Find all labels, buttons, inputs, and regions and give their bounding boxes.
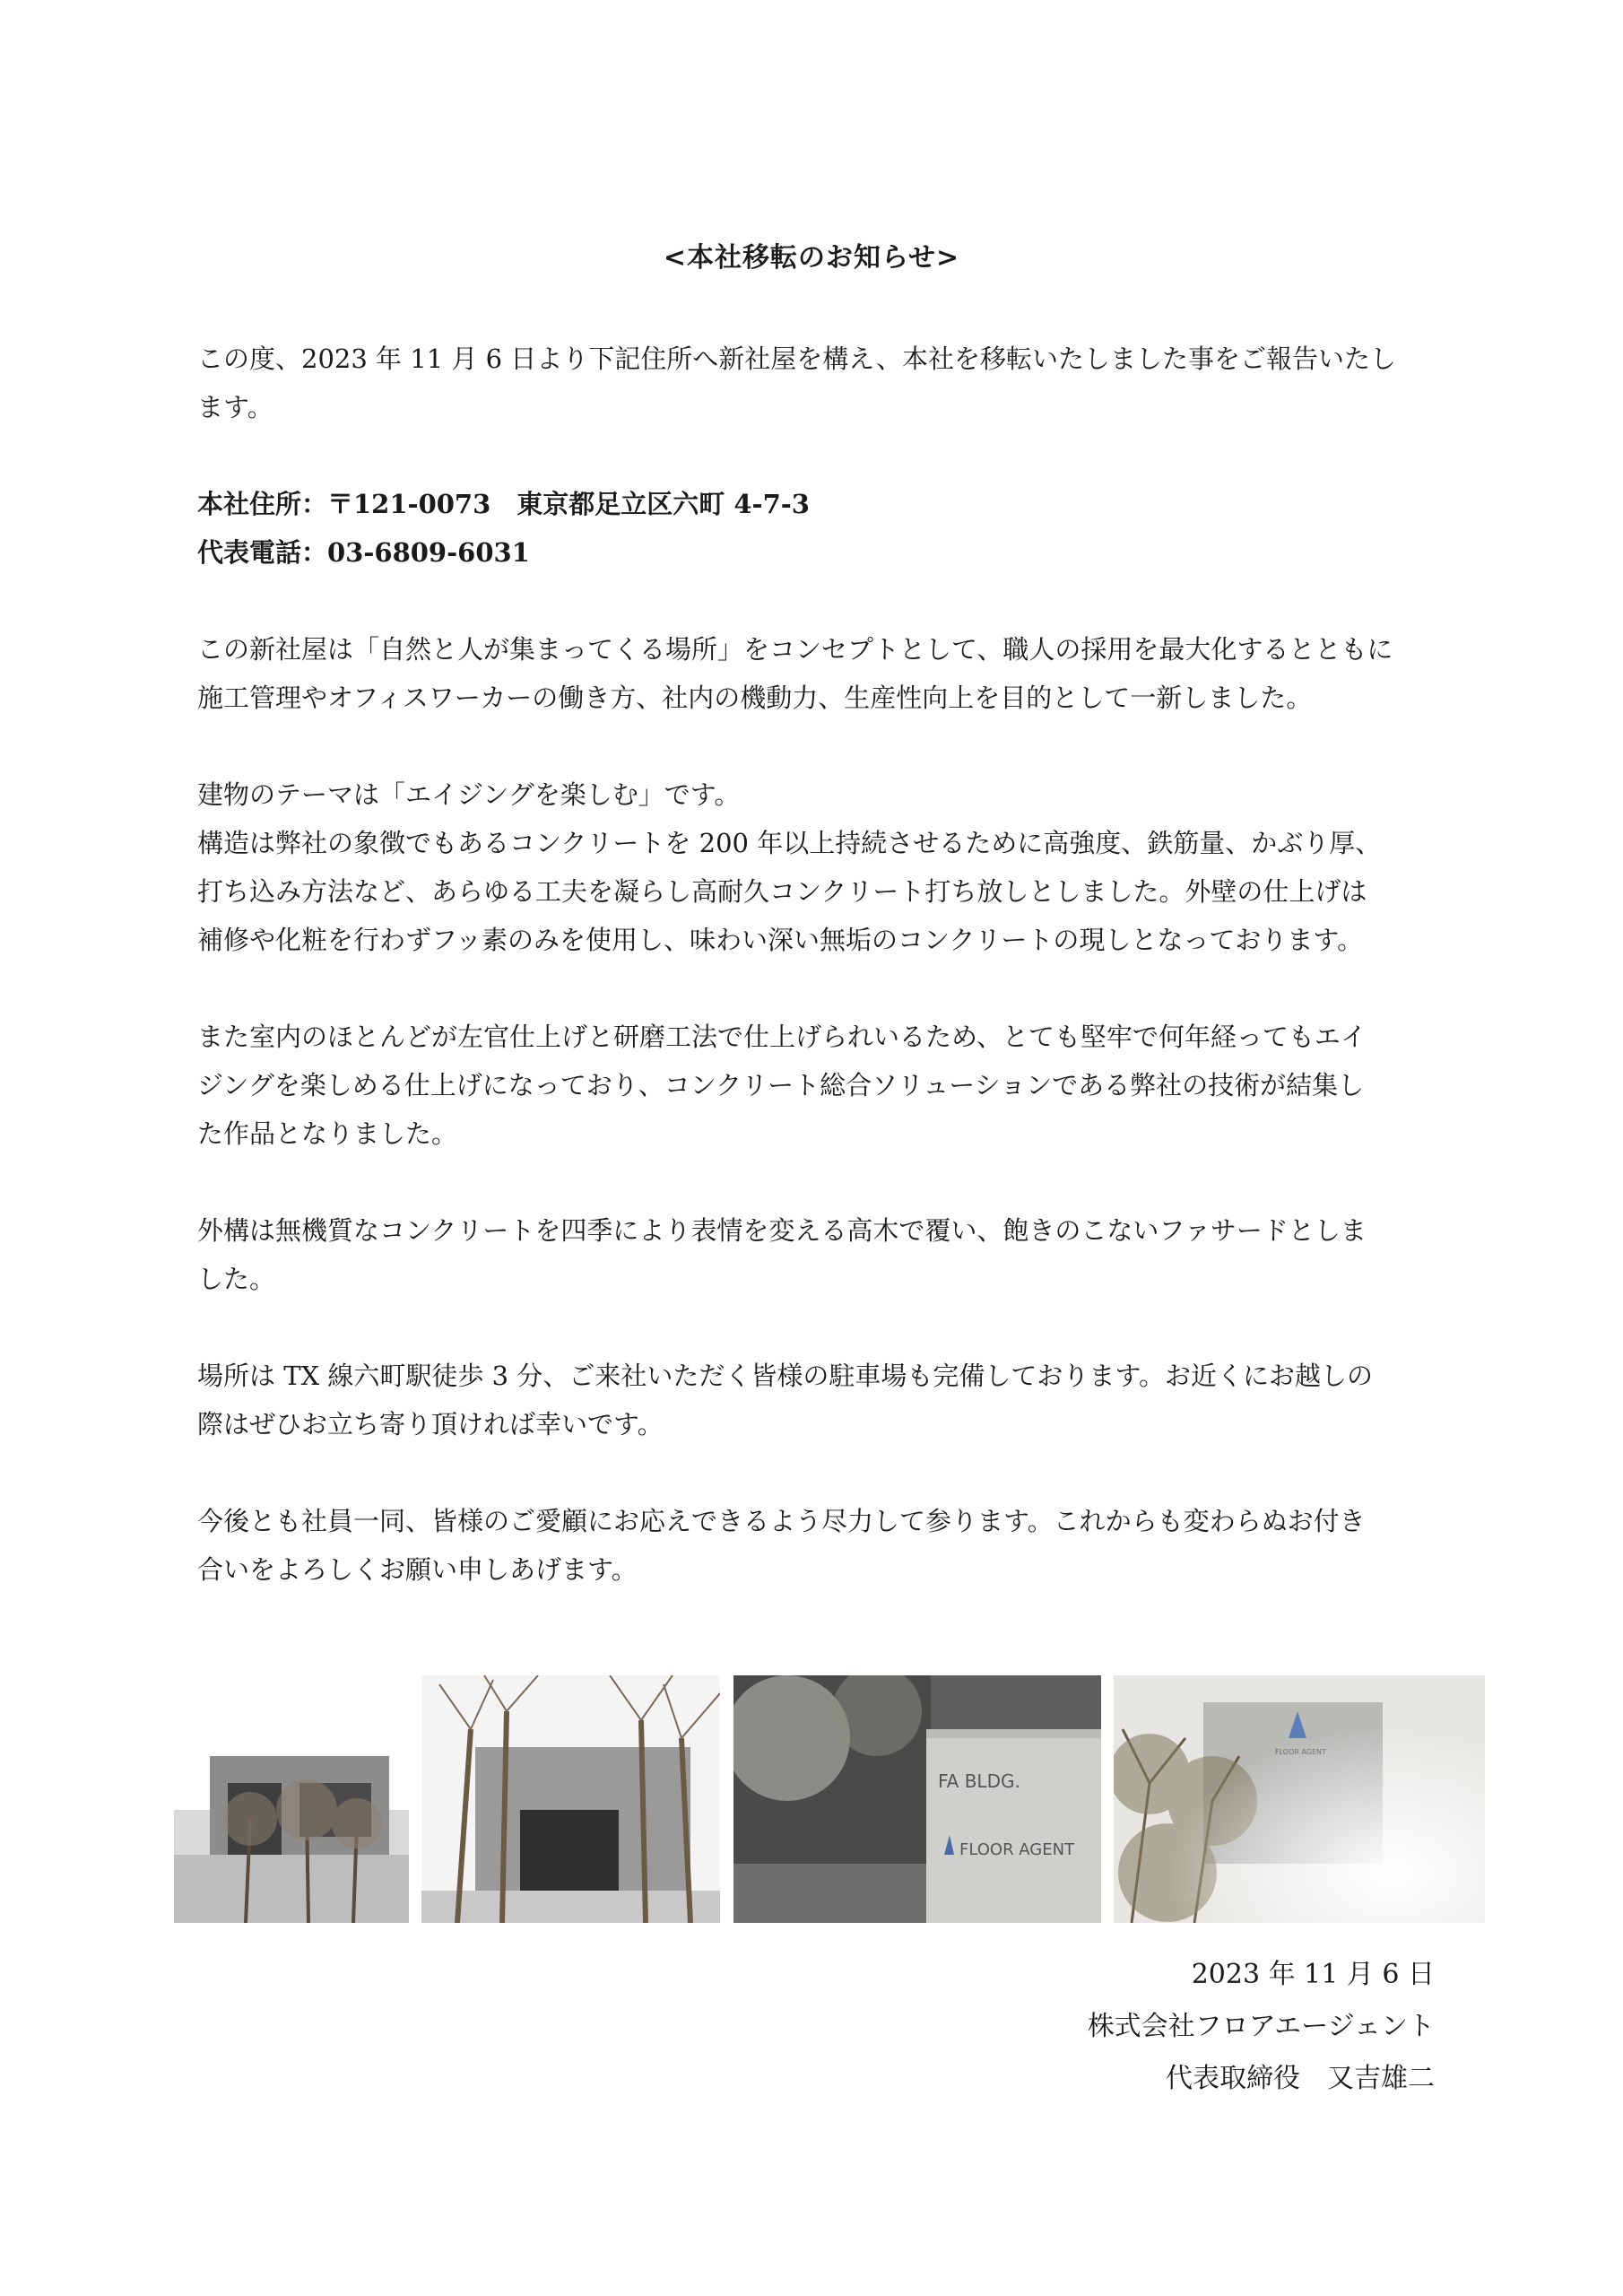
theme-line: 建物のテーマは「エイジングを楽しむ」です。	[197, 779, 741, 810]
closing-line: 今後とも社員一同、皆様のご愛顧にお応えできるよう尽力して参ります。これからも変わらぬお付き	[197, 1506, 1366, 1536]
concept-line: 施工管理やオフィスワーカーの働き方、社内の機動力、生産性向上を目的として一新しました。	[197, 683, 1313, 713]
letter-body	[197, 335, 1435, 1594]
sign-text-floor-agent: FLOOR AGENT	[959, 1840, 1075, 1859]
intro-line: ます。	[197, 392, 273, 422]
concept-line: この新社屋は「自然と人が集まってくる場所」をコンセプトとして、職人の採用を最大化するとともに	[197, 634, 1393, 665]
building-exterior-photo	[174, 1675, 409, 1923]
sign-text-fa-bldg: FA BLDG.	[938, 1770, 1020, 1792]
interior-line: ジングを楽しめる仕上げになっており、コンクリート総合ソリューションである弊社の技術が結集し	[197, 1070, 1365, 1100]
location-line: 際はぜひお立ち寄り頂ければ幸いです。	[197, 1409, 664, 1439]
entrance-photo	[421, 1675, 720, 1923]
signature-date: 2023 年 11 月 6 日	[1191, 1959, 1435, 1990]
theme-line: 補修や化粧を行わずフッ素のみを使用し、味わい深い無垢のコンクリートの現しとなっております。	[197, 925, 1364, 955]
exterior-line: した。	[197, 1264, 276, 1294]
logo-facade-photo	[1114, 1675, 1485, 1923]
theme-line: 打ち込み方法など、あらゆる工夫を凝らし高耐久コンクリート打ち放しとしました。外壁の仕上げは	[197, 876, 1367, 907]
company-name: 株式会社フロアエージェント	[1087, 2011, 1435, 2042]
representative-name: 代表取締役 又吉雄二	[1166, 2063, 1435, 2094]
location-line: 場所は TX 線六町駅徒歩 3 分、ご来社いただく皆様の駐車場も完備しております。お近くにお越しの	[197, 1361, 1373, 1391]
closing-line: 合いをよろしくお願い申しあげます。	[197, 1554, 638, 1585]
page-title: <本社移転のお知らせ>	[663, 242, 960, 274]
signature-block	[1088, 1949, 1435, 2105]
exterior-line: 外構は無機質なコンクリートを四季により表情を変える高木で覆い、飽きのこないファサードとしま	[197, 1215, 1367, 1246]
building-sign-photo	[733, 1675, 1101, 1923]
interior-line: また室内のほとんどが左官仕上げと研磨工法で仕上げられいるため、とても堅牢で何年経ってもエイ	[197, 1022, 1367, 1052]
phone-line: 代表電話：03-6809-6031	[197, 537, 530, 568]
address-line: 本社住所：〒121-0073 東京都足立区六町 4-7-3	[197, 489, 810, 519]
interior-line: た作品となりました。	[197, 1118, 458, 1149]
theme-line: 構造は弊社の象徴でもあるコンクリートを 200 年以上持続させるために高強度、鉄筋量、かぶり厚、	[197, 828, 1382, 858]
intro-line: この度、2023 年 11 月 6 日より下記住所へ新社屋を構え、本社を移転いたしました事をご報告いたし	[197, 344, 1396, 374]
